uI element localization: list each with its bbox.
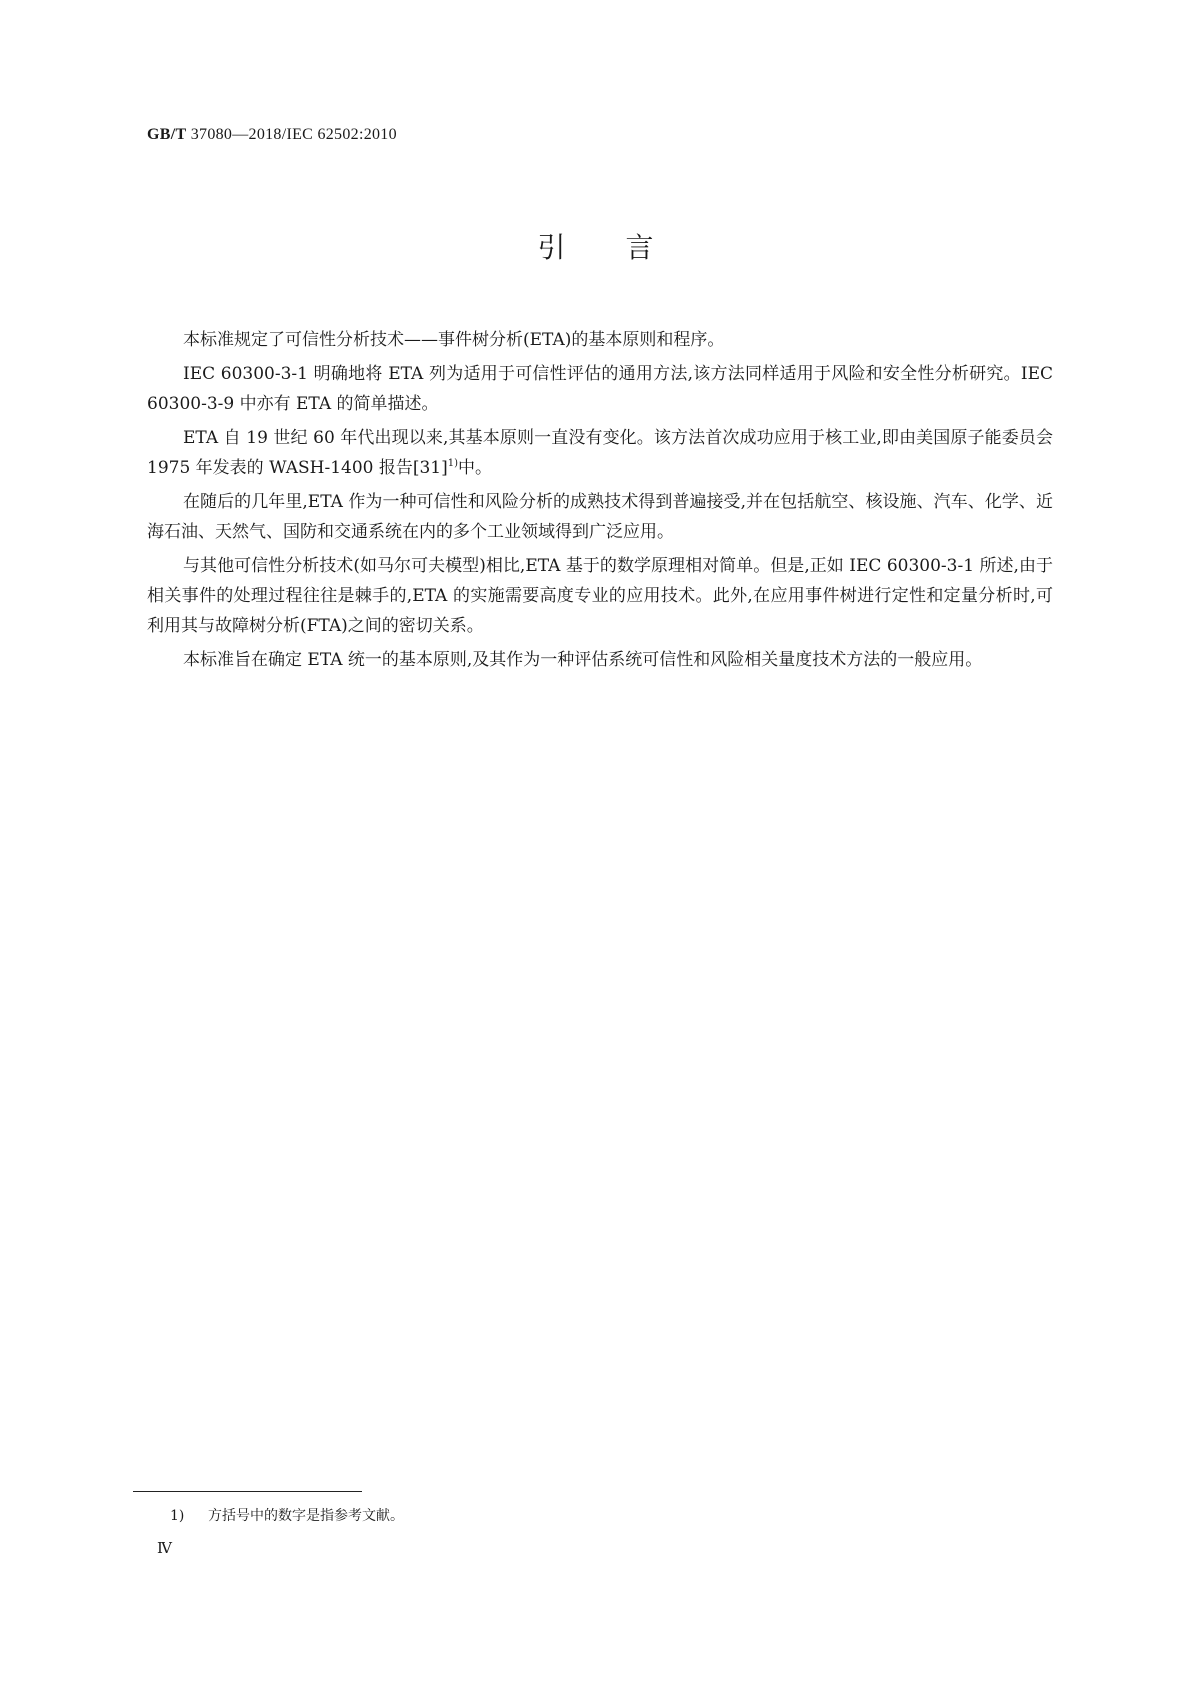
- paragraph-1: 本标准规定了可信性分析技术——事件树分析(ETA)的基本原则和程序。: [183, 330, 725, 350]
- paragraph-2: IEC 60300-3-1 明确地将 ETA 列为适用于可信性评估的通用方法,该方法同样适用于风险和安全性分析研究。IEC 60300-3-9 中亦有 ETA 的简单描述。: [147, 364, 1053, 414]
- introduction-body: [147, 325, 1053, 679]
- paragraph-4: 在随后的几年里,ETA 作为一种可信性和风险分析的成熟技术得到普遍接受,并在包括航空、核设施、汽车、化学、近海石油、天然气、国防和交通系统在内的多个工业领域得到广泛应用。: [147, 492, 1053, 542]
- standard-code-prefix: GB/T: [147, 126, 187, 143]
- footnote: [170, 1505, 404, 1525]
- paragraph-3-text: ETA 自 19 世纪 60 年代出现以来,其基本原则一直没有变化。该方法首次成功应用于核工业,即由美国原子能委员会 1975 年发表的 WASH-1400 报告[31]: [147, 428, 1053, 478]
- footnote-divider: [133, 1491, 362, 1492]
- footnote-reference: 1): [447, 458, 459, 469]
- page-number: Ⅳ: [157, 1541, 172, 1557]
- paragraph-5: 与其他可信性分析技术(如马尔可夫模型)相比,ETA 基于的数学原理相对简单。但是,正如 IEC 60300-3-1 所述,由于相关事件的处理过程往往是棘手的,ETA 的实施需要高度专业的应用技术。此外,在应用事件树进行定性和定量分析时,可利用其与故障树分析(FTA)之间的密切关系。: [147, 556, 1053, 636]
- paragraph-6: 本标准旨在确定 ETA 统一的基本原则,及其作为一种评估系统可信性和风险相关量度技术方法的一般应用。: [183, 650, 983, 670]
- paragraph-3-tail: 中。: [458, 458, 493, 478]
- standard-code-header: [147, 126, 397, 144]
- paragraph-3: [147, 423, 1053, 483]
- section-title: 引言: [537, 231, 714, 264]
- standard-code-number: 37080—2018/IEC 62502:2010: [186, 126, 397, 143]
- footnote-number: 1): [170, 1508, 185, 1524]
- footnote-text: 方括号中的数字是指参考文献。: [208, 1508, 404, 1524]
